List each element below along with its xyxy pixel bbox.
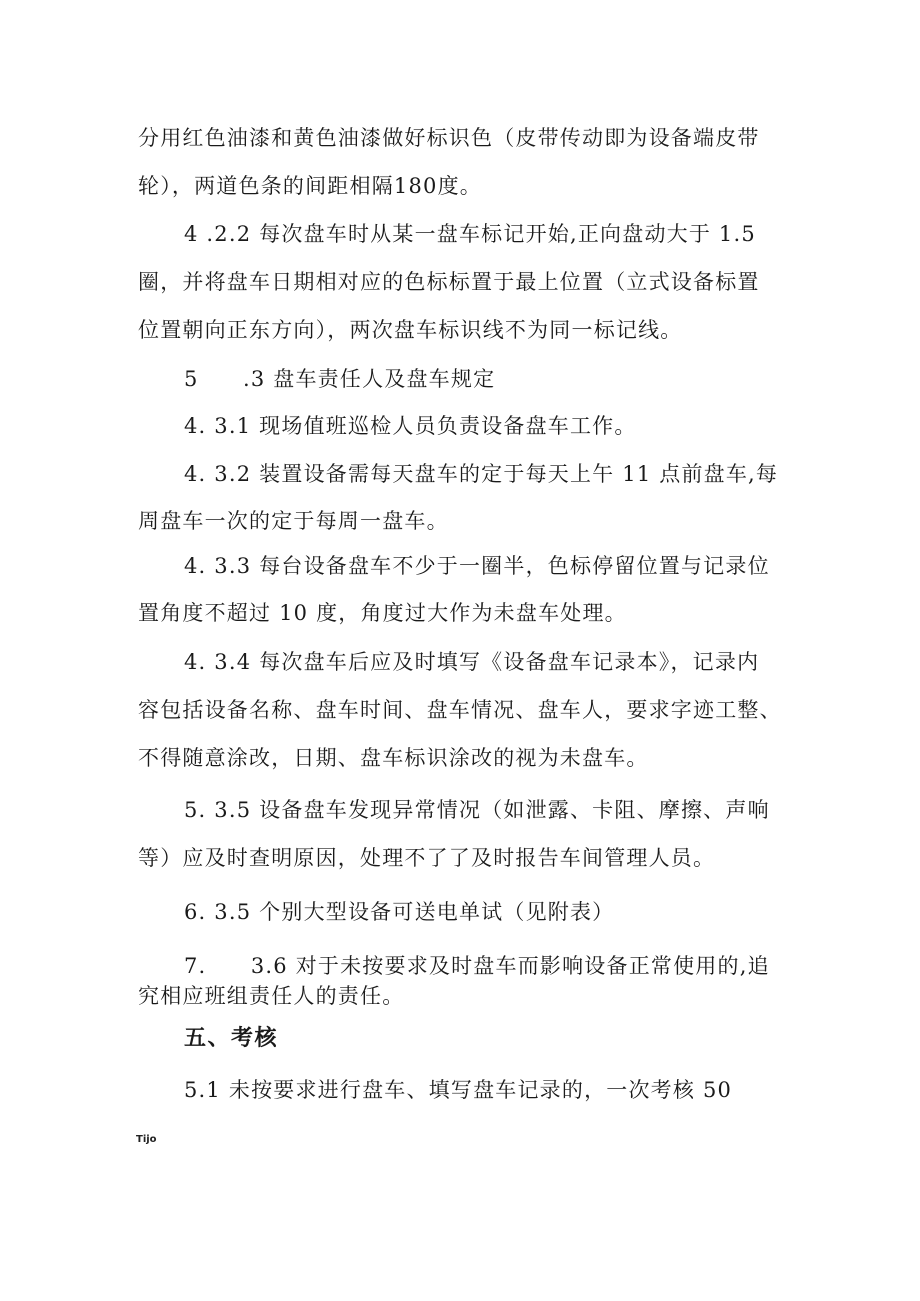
section-heading: 五、考核	[184, 1026, 279, 1051]
paragraph-line: 轮），两道色条的间距相隔180度。	[138, 174, 482, 198]
paragraph-line: 置角度不超过 10 度，角度过大作为未盘车处理。	[138, 601, 627, 625]
paragraph-line: 4 .2.2 每次盘车时从某一盘车标记开始,正向盘动大于 1.5	[184, 222, 756, 246]
paragraph-line: 分用红色油漆和黄色油漆做好标识色（皮带传动即为设备端皮带	[138, 126, 760, 150]
paragraph-line: 不得随意涂改，日期、盘车标识涂改的视为未盘车。	[138, 746, 649, 770]
paragraph-line: 7. 3.6 对于未按要求及时盘车而影响设备正常使用的,追	[184, 954, 770, 978]
paragraph-line: 周盘车一次的定于每周一盘车。	[138, 509, 449, 533]
paragraph-line: 6. 3.5 个别大型设备可送电单试（见附表）	[184, 900, 615, 924]
paragraph-line: 4. 3.2 装置设备需每天盘车的定于每天上午 11 点前盘车,每	[184, 462, 779, 486]
footer-mark: Tijo	[136, 1134, 157, 1145]
paragraph-line: 圈，并将盘车日期相对应的色标标置于最上位置（立式设备标置	[138, 270, 760, 294]
paragraph-line: 容包括设备名称、盘车时间、盘车情况、盘车人，要求字迹工整、	[138, 698, 782, 722]
paragraph-line: 等）应及时查明原因，处理不了了及时报告车间管理人员。	[138, 846, 716, 870]
paragraph-line: 4. 3.3 每台设备盘车不少于一圈半，色标停留位置与记录位	[184, 554, 770, 578]
paragraph-line: 5.1 未按要求进行盘车、填写盘车记录的，一次考核 50	[184, 1078, 733, 1102]
paragraph-line: 位置朝向正东方向），两次盘车标识线不为同一标记线。	[138, 318, 683, 342]
paragraph-line: 究相应班组责任人的责任。	[138, 984, 405, 1008]
paragraph-line: 4. 3.1 现场值班巡检人员负责设备盘车工作。	[184, 414, 637, 438]
paragraph-line: 4. 3.4 每次盘车后应及时填写《设备盘车记录本》，记录内	[184, 650, 760, 674]
paragraph-line: 5. 3.5 设备盘车发现异常情况（如泄露、卡阻、摩擦、声响	[184, 798, 770, 822]
paragraph-line: 5 .3 盘车责任人及盘车规定	[184, 367, 496, 391]
